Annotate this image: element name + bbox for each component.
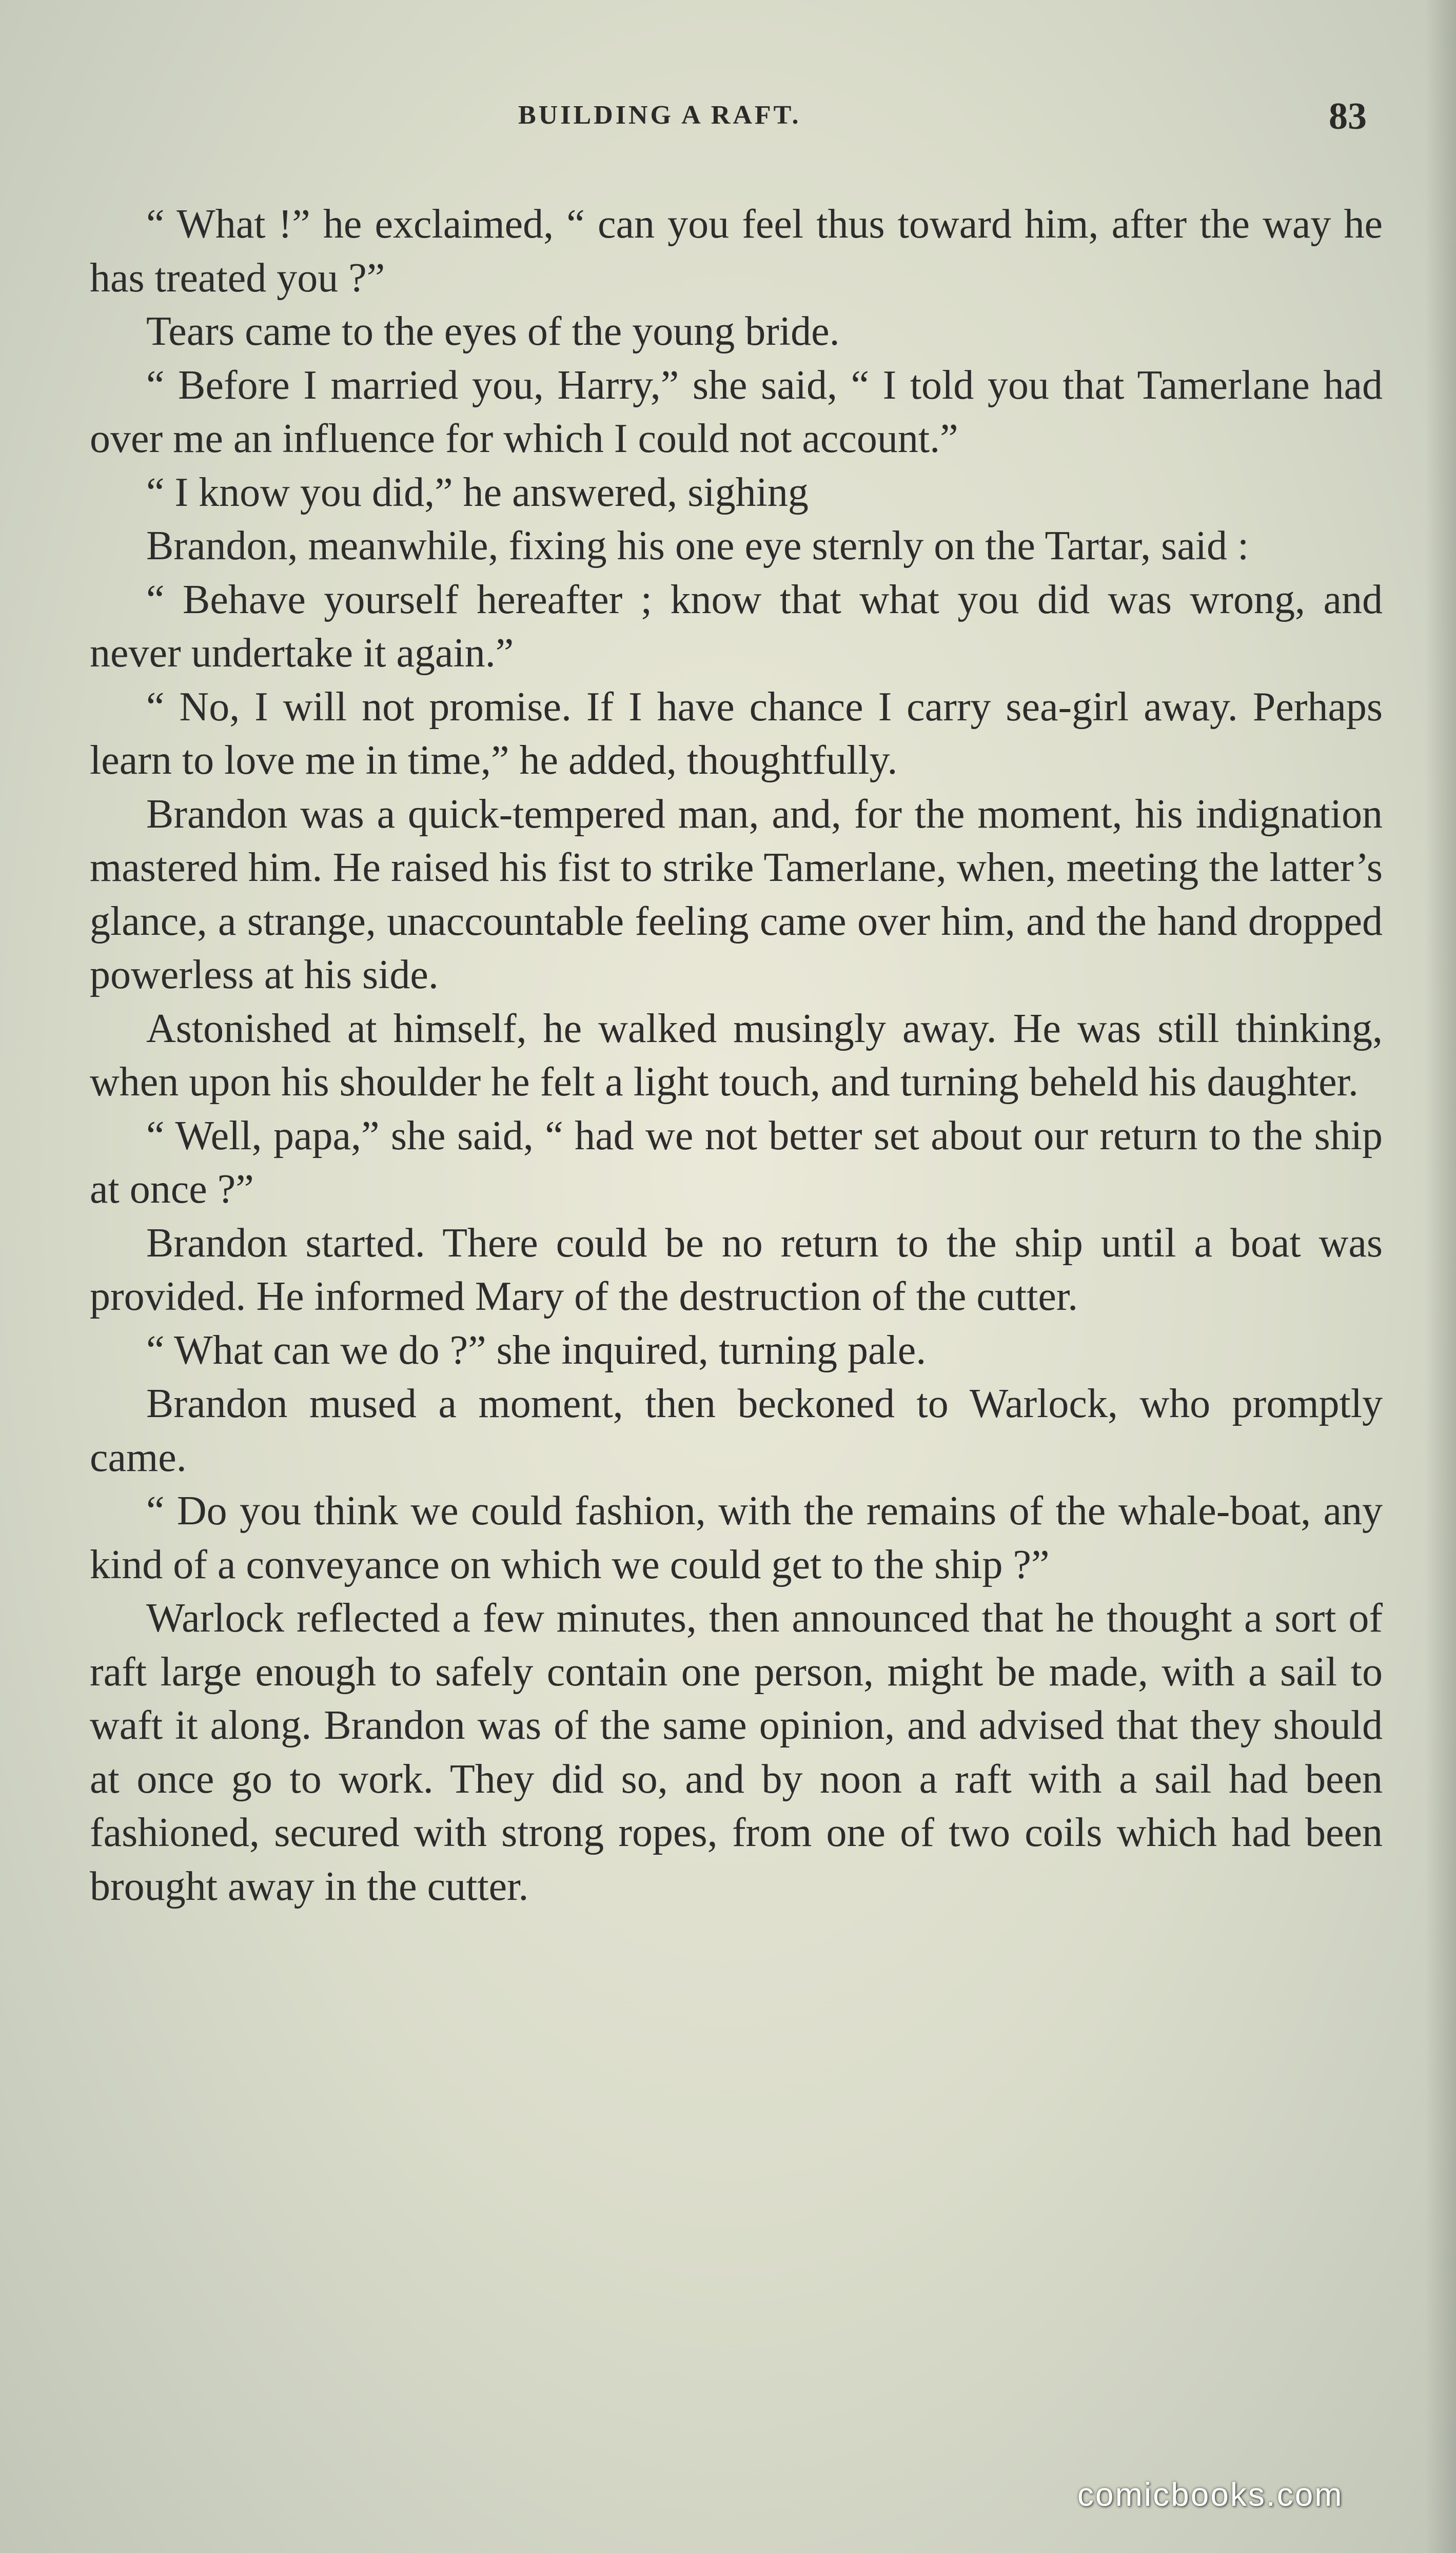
running-head: BUILDING A RAFT. (518, 101, 801, 130)
paragraph: “ No, I will not promise. If I have chance I carry sea-girl away. Perhaps learn to love me in time,” he added, thoughtfully. (90, 684, 1383, 783)
paragraph: Brandon mused a moment, then beckoned to Warlock, who promptly came. (90, 1381, 1383, 1480)
paragraph: “ Behave yourself hereafter ; know that what you did was wrong, and never undertake it again.” (90, 577, 1383, 676)
paragraph: “ Before I married you, Harry,” she said, “ I told you that Tamerlane had over me an influence for which I could not account.” (90, 362, 1383, 461)
paragraph: Brandon was a quick-tempered man, and, for the moment, his indignation mastered him. He raised his fist to strike Tamerlane, when, meeting the latter’s glance, a strange, unaccountable feeling came over him, and the hand dropped powerless at his side. (90, 791, 1383, 997)
paragraph: “ Do you think we could fashion, with the remains of the whale-boat, any kind of a conveyance on which we could get to the ship ?” (90, 1488, 1383, 1587)
paragraph: Warlock reflected a few minutes, then announced that he thought a sort of raft large enough to safely contain one person, might be made, with a sail to waft it along. Brandon was of the same opinion, and advised that they should at once go to work. They did so, and by noon a raft with a sail had been fashioned, secured with strong ropes, from one of two coils which had been brought away in the cutter. (90, 1596, 1383, 1909)
paragraph: “ Well, papa,” she said, “ had we not better set about our return to the ship at once ?” (90, 1113, 1383, 1212)
page-edge-shadow (1425, 0, 1456, 2553)
paragraph: Brandon, meanwhile, fixing his one eye sternly on the Tartar, said : (146, 523, 1249, 568)
paragraph: “ I know you did,” he answered, sighing (146, 469, 809, 515)
paragraph: Brandon started. There could be no return to the ship until a boat was provided. He informed Mary of the destruction of the cutter. (90, 1220, 1383, 1319)
page-number: 83 (1329, 95, 1367, 138)
paragraph: Tears came to the eyes of the young bride. (146, 309, 840, 354)
watermark: comicbooks.com (1077, 2476, 1344, 2513)
paragraph: Astonished at himself, he walked musingly away. He was still thinking, when upon his shoulder he felt a light touch, and turning beheld his daughter. (90, 1006, 1383, 1105)
paragraph: “ What can we do ?” she inquired, turning pale. (146, 1327, 927, 1373)
body-text (90, 198, 1383, 1913)
paragraph: “ What !” he exclaimed, “ can you feel thus toward him, after the way he has treated you ?” (90, 202, 1383, 301)
